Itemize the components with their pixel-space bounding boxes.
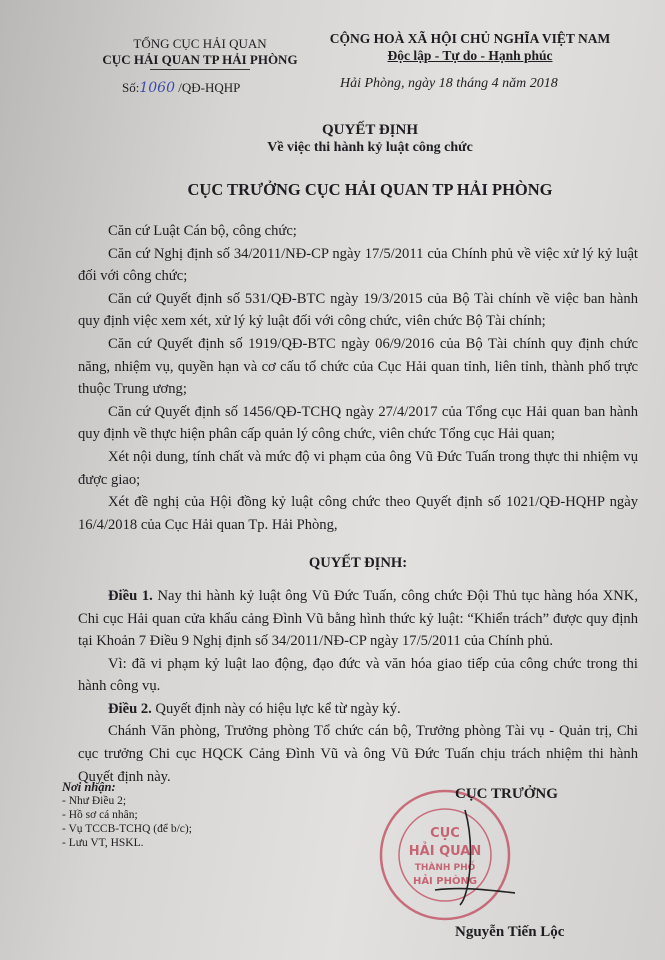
document-subject: Về việc thi hành kỷ luật công chức — [267, 140, 473, 155]
preamble-item: Căn cứ Quyết định số 1456/QĐ-TCHQ ngày 27/4/2017 của Tổng cục Hải quan ban hành quy định về thực hiện phân cấp quản lý công chức, viên chức Tổng cục Hải quan; — [78, 403, 638, 443]
authority-heading: CỤC TRƯỞNG CỤC HẢI QUAN TP HẢI PHÒNG — [187, 180, 553, 199]
recipient-item: - Hồ sơ cá nhân; — [62, 809, 138, 821]
country-name: CỘNG HOÀ XÃ HỘI CHỦ NGHĨA VIỆT NAM — [329, 31, 611, 46]
article-1-label: Điều 1. — [108, 587, 153, 604]
document-title: QUYẾT ĐỊNH — [322, 122, 418, 138]
decision-heading: QUYẾT ĐỊNH: — [308, 555, 408, 572]
handwritten-number: 1060 — [139, 80, 175, 96]
document-body — [78, 220, 638, 788]
svg-text:HẢI QUAN: HẢI QUAN — [408, 844, 482, 859]
preamble-item: Căn cứ Luật Cán bộ, công chức; — [108, 223, 297, 239]
document-number — [122, 80, 240, 96]
recipient-item: - Lưu VT, HSKL. — [62, 837, 144, 849]
svg-text:HẢI PHÒNG: HẢI PHÒNG — [412, 876, 478, 887]
article-1 — [78, 585, 638, 653]
agency-parent: TỔNG CỤC HẢI QUAN — [133, 36, 267, 51]
recipients — [62, 780, 192, 850]
issuing-agency — [95, 36, 305, 70]
preamble-item: Căn cứ Quyết định số 1919/QĐ-BTC ngày 06/9/2016 của Bộ Tài chính quy định chức năng, nhiệm vụ, quyền hạn và cơ cấu tổ chức của Cục Hải quan tỉnh, liên tỉnh, thành phố trực thuộc Trung ương; — [78, 335, 638, 398]
preamble-item: Xét nội dung, tính chất và mức độ vi phạm của ông Vũ Đức Tuấn trong thực thi nhiệm vụ được giao; — [78, 448, 638, 488]
article-2-label: Điều 2. — [108, 700, 152, 717]
article-2 — [78, 698, 638, 721]
agency-name: CỤC HẢI QUAN TP HẢI PHÒNG — [102, 52, 298, 67]
official-seal-stamp — [375, 785, 515, 925]
national-header — [300, 30, 640, 64]
recipient-item: - Vụ TCCB-TCHQ (để b/c); — [62, 823, 192, 835]
signer-position: CỤC TRƯỞNG — [455, 786, 558, 802]
motto: Độc lập - Tự do - Hạnh phúc — [387, 48, 553, 63]
preamble-item: Căn cứ Quyết định số 531/QĐ-BTC ngày 19/3/2015 của Bộ Tài chính về việc ban hành quy định việc xem xét, xử lý kỷ luật đối với công chức, viên chức Bộ Tài chính; — [78, 290, 638, 330]
number-prefix: Số: — [122, 80, 140, 95]
recipient-item: - Như Điều 2; — [62, 795, 127, 807]
execution-clause: Chánh Văn phòng, Trưởng phòng Tổ chức cán bộ, Trưởng phòng Tài vụ - Quản trị, Chi cục trưởng Chi cục HQCK Cảng Đình Vũ và ông Vũ Đức Tuấn chịu trách nhiệm thi hành Quyết định này. — [78, 723, 638, 785]
svg-text:THÀNH PHỐ: THÀNH PHỐ — [414, 863, 476, 873]
recipients-heading: Nơi nhận: — [62, 780, 116, 794]
svg-text:CỤC: CỤC — [430, 826, 460, 841]
signer-name: Nguyễn Tiến Lộc — [455, 924, 565, 940]
number-suffix: /QĐ-HQHP — [178, 80, 241, 95]
divider — [150, 69, 250, 70]
article-1-reason: Vì: đã vi phạm kỷ luật lao động, đạo đức và văn hóa giao tiếp của công chức trong thi hành công vụ. — [78, 655, 638, 695]
article-2-text: Quyết định này có hiệu lực kể từ ngày ký. — [151, 700, 401, 717]
preamble-item: Căn cứ Nghị định số 34/2011/NĐ-CP ngày 17/5/2011 của Chính phủ về việc xử lý kỷ luật đối với công chức; — [78, 245, 638, 285]
place-date: Hải Phòng, ngày 18 tháng 4 năm 2018 — [340, 76, 558, 91]
article-1-text: Nay thi hành kỷ luật ông Vũ Đức Tuấn, công chức Đội Thủ tục hàng hóa XNK, Chi cục Hải quan cửa khẩu cảng Đình Vũ bằng hình thức kỷ luật: “Khiển trách” được quy định tại Khoản 7 Điều 9 Nghị định số 34/2011/NĐ-CP ngày 17/5/2011 của Chính phủ. — [78, 587, 638, 650]
preamble-item: Xét đề nghị của Hội đồng kỷ luật công chức theo Quyết định số 1021/QĐ-HQHP ngày 16/4/2018 của Cục Hải quan Tp. Hải Phòng, — [78, 494, 638, 533]
